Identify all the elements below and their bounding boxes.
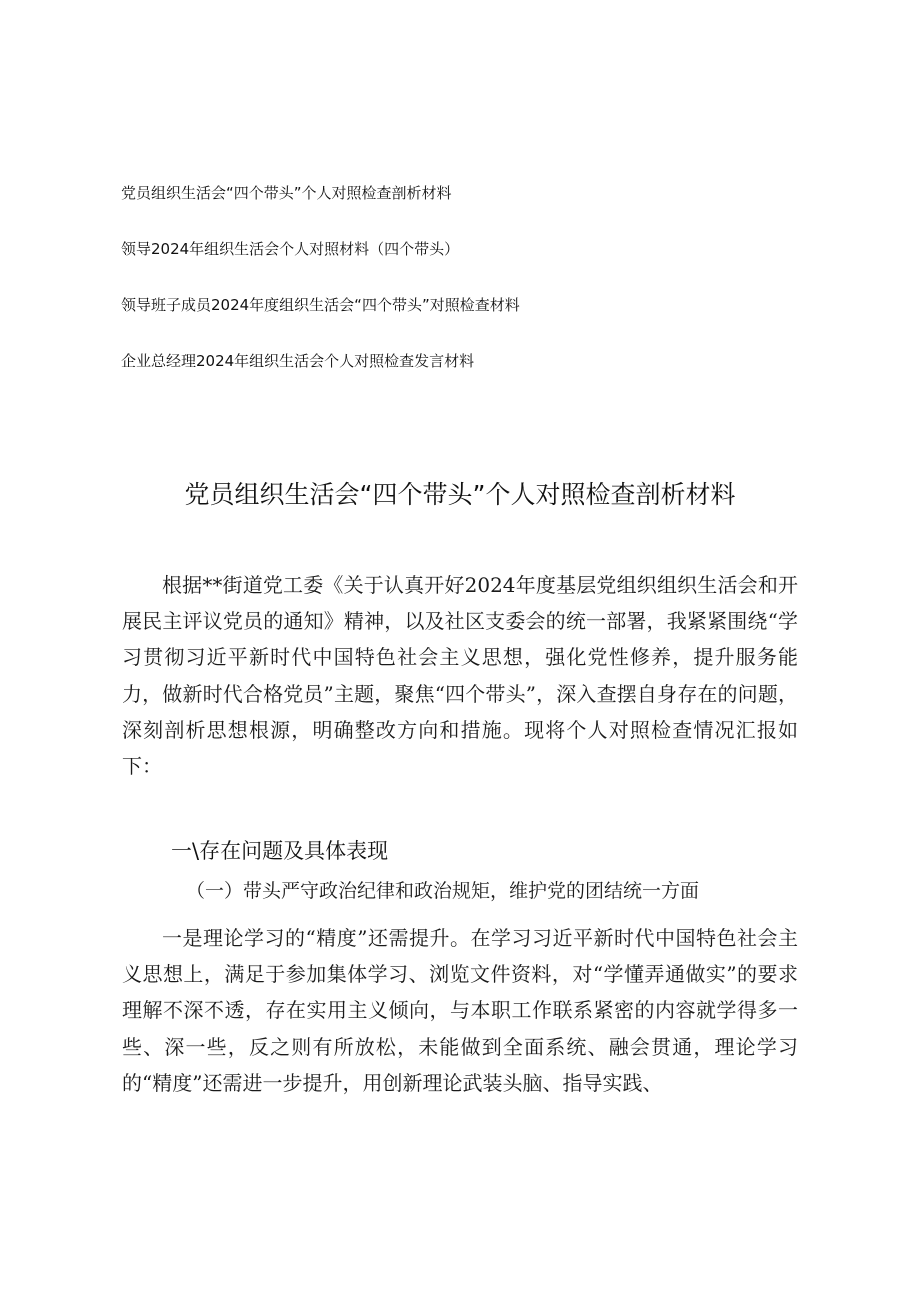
table-of-contents [121, 183, 821, 407]
intro-paragraph: 根据**街道党工委《关于认真开好2024年度基层党组织组织生活会和开展民主评议党员的通知》精神，以及社区支委会的统一部署，我紧紧围绕“学习贯彻习近平新时代中国特色社会主义思想，强化党性修养，提升服务能力，做新时代合格党员”主题，聚焦“四个带头”，深入查摆自身存在的问题，深刻剖析思想根源，明确整改方向和措施。现将个人对照检查情况汇报如下： [122, 573, 798, 779]
body-paragraph: 一是理论学习的“精度”还需提升。在学习习近平新时代中国特色社会主义思想上，满足于参加集体学习、浏览文件资料，对“学懂弄通做实”的要求理解不深不透，存在实用主义倾向，与本职工作联系紧密的内容就学得多一些、深一些，反之则有所放松，未能做到全面系统、融会贯通，理论学习的“精度”还需进一步提升，用创新理论武装头脑、指导实践、 [122, 926, 798, 1095]
subsection-heading: （一）带头严守政治纪律和政治规矩，维护党的团结统一方面 [186, 880, 700, 902]
toc-item: 党员组织生活会“四个带头”个人对照检查剖析材料 [121, 184, 452, 202]
toc-item: 领导班子成员2024年度组织生活会“四个带头”对照检查材料 [121, 296, 520, 314]
toc-item: 领导2024年组织生活会个人对照材料（四个带头） [121, 240, 460, 258]
toc-item: 企业总经理2024年组织生活会个人对照检查发言材料 [121, 352, 475, 370]
document-title: 党员组织生活会“四个带头”个人对照检查剖析材料 [184, 480, 736, 509]
section-heading: 一\存在问题及具体表现 [171, 839, 389, 863]
